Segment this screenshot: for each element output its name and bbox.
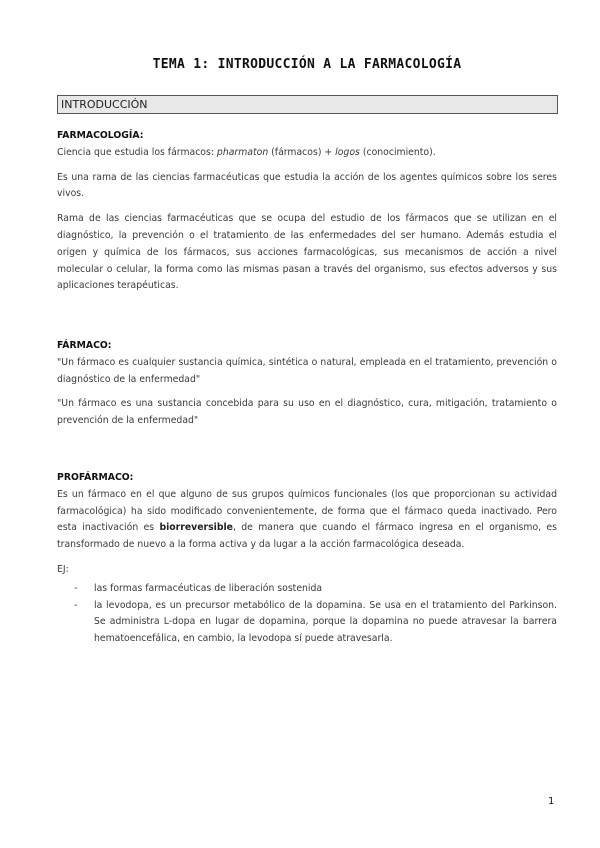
example-list: [57, 581, 557, 648]
farmacologia-heading: FARMACOLOGÍA:: [57, 130, 144, 141]
bullet-dash: -: [74, 599, 78, 611]
definition-prefix: Ciencia que estudia los fármacos:: [57, 146, 217, 158]
list-item-text: la levodopa, es un precursor metabólico de la dopamina. Se usa en el tratamiento del Parkinson. Se administra L-dopa en lugar de dopamina, porque la dopamina no puede atravesar la barrera hematoencefálica, en cambio, la levodopa sí puede atravesarla.: [94, 599, 557, 645]
definition-suffix: (conocimiento).: [359, 146, 436, 158]
farmacologia-paragraph-2: Es una rama de las ciencias farmacéuticas que estudia la acción de los agentes químicos sobre los seres vivos.: [57, 171, 557, 200]
farmacologia-section: [57, 128, 557, 295]
definition-text-after: , de manera que cuando el fármaco ingresa en el organismo, es transformado de nuevo a la forma activa y da lugar a la acción farmacológica deseada.: [57, 522, 557, 551]
farmaco-heading: FÁRMACO:: [57, 340, 112, 351]
document-title: TEMA 1: INTRODUCCIÓN A LA FARMACOLOGÍA: [152, 57, 462, 72]
term-biorreversible: biorreversible: [159, 522, 233, 534]
page-number: 1: [548, 796, 555, 807]
example-label: EJ:: [57, 563, 69, 575]
definition-middle: (fármacos) +: [268, 146, 336, 158]
term-pharmaton: pharmaton: [216, 146, 269, 158]
farmaco-section: [57, 338, 557, 430]
profarmaco-section: [57, 470, 557, 648]
farmaco-quote-2: "Un fármaco es una sustancia concebida para su uso en el diagnóstico, cura, mitigación, tratamiento o prevención de la enfermedad": [57, 398, 557, 427]
list-item: [57, 581, 557, 598]
bullet-dash: -: [74, 582, 78, 594]
list-item: [57, 598, 557, 648]
section-header-introduccion: INTRODUCCIÓN: [57, 95, 558, 114]
farmaco-quote-1: "Un fármaco es cualquier sustancia química, sintética o natural, empleada en el tratamiento, prevención o diagnóstico de la enfermedad": [57, 356, 557, 385]
list-item-text: las formas farmacéuticas de liberación sostenida: [94, 582, 323, 594]
farmacologia-definition: [57, 145, 557, 162]
definition-text-before: Es un fármaco en el que alguno de sus grupos químicos funcionales (los que proporcionan su actividad farmacológica) ha sido modificado convenientemente, de forma que el fármaco queda inactivado. Pero esta inactivación es: [57, 488, 557, 534]
farmacologia-paragraph-3: Rama de las ciencias farmacéuticas que se ocupa del estudio de los fármacos que se utilizan en el diagnóstico, la prevención o el tratamiento de las enfermedades del ser humano. Además estudia el origen y química de los fármacos, sus acciones farmacológicas, sus mecanismos de acción a nivel molecular o celular, la forma como las mismas pasan a través del organismo, sus efectos adversos y sus aplicaciones terapéuticas.: [57, 213, 557, 292]
term-logos: logos: [335, 146, 360, 158]
profarmaco-heading: PROFÁRMACO:: [57, 472, 134, 483]
profarmaco-definition: [57, 487, 557, 554]
